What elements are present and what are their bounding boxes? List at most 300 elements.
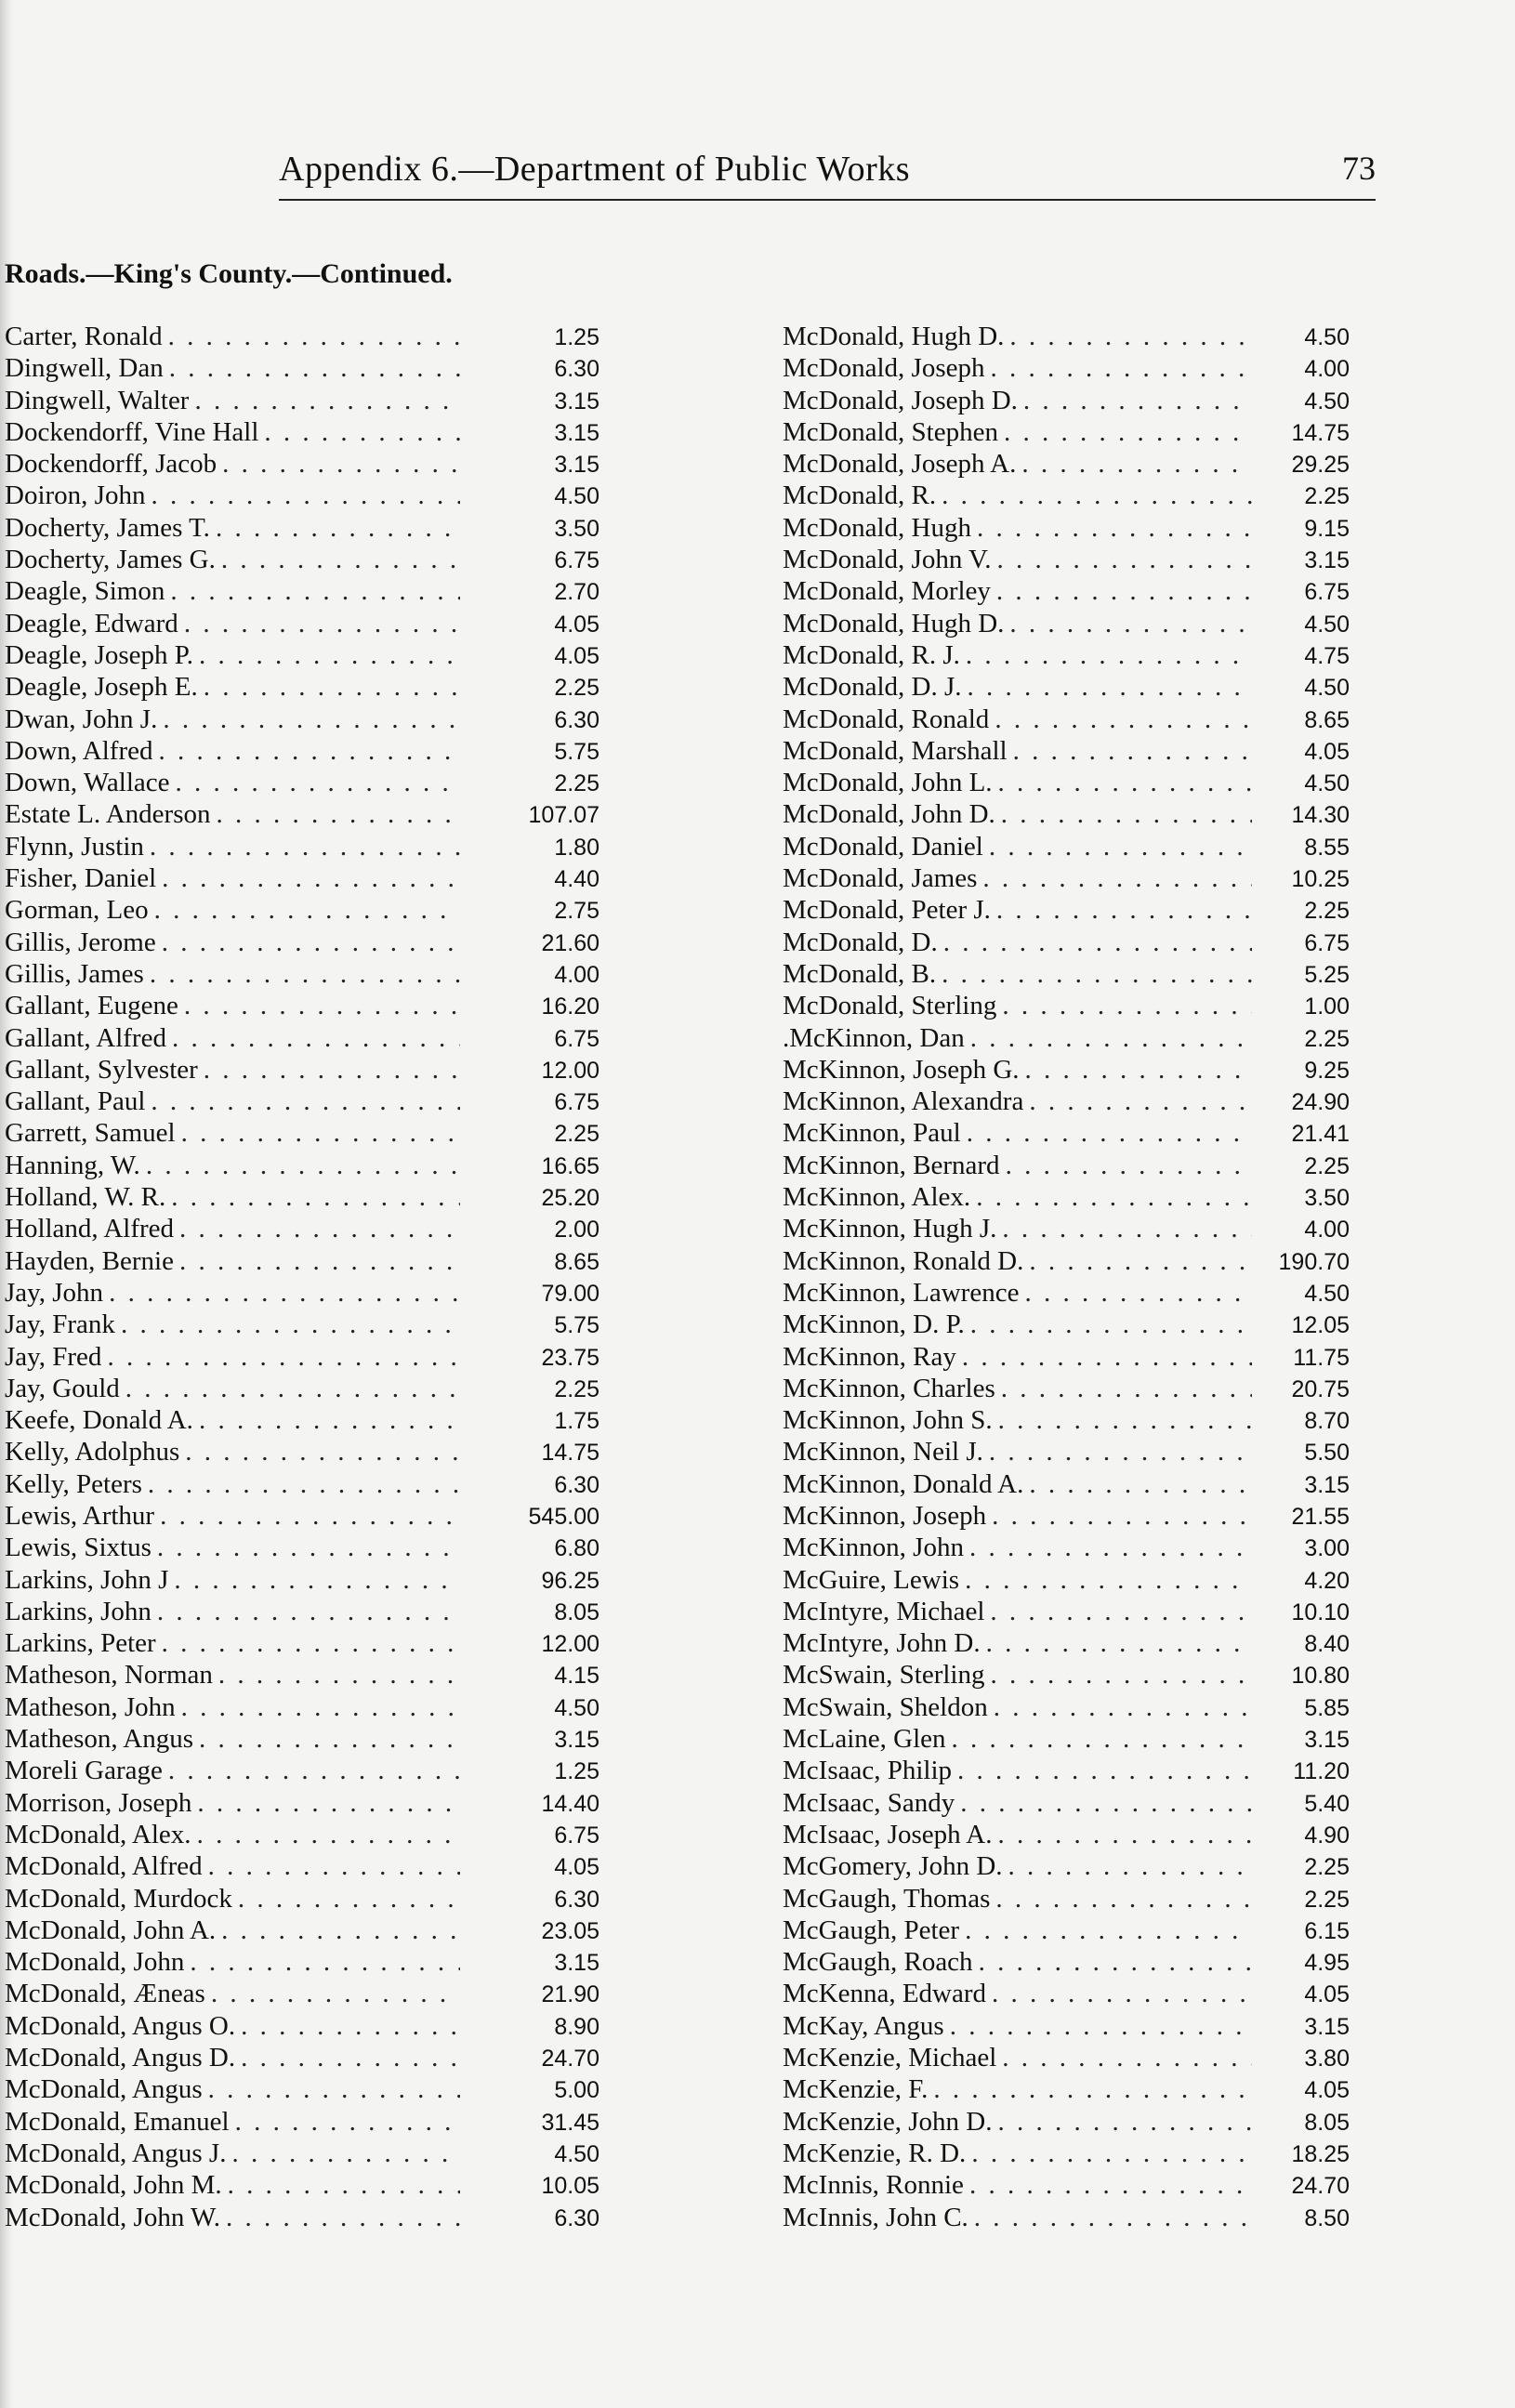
entry-name: Gallant, Eugene <box>5 991 178 1021</box>
entry-amount: 6.75 <box>554 1025 599 1052</box>
dot-leader <box>232 1883 460 1915</box>
entry-label <box>5 1532 460 1563</box>
entry-label <box>783 735 1252 767</box>
list-item <box>5 448 599 480</box>
dot-leader <box>938 927 1252 958</box>
entry-label <box>5 2202 460 2233</box>
entry-amount: 8.05 <box>554 1599 599 1625</box>
entry-name: McKenzie, Michael <box>783 2043 997 2073</box>
dot-leader <box>992 544 1253 575</box>
list-item <box>5 1086 599 1117</box>
entry-label <box>5 2042 460 2073</box>
entry-amount: 1.00 <box>1304 993 1350 1020</box>
entry-label <box>783 544 1252 575</box>
dot-leader <box>198 1054 460 1086</box>
entry-label <box>5 1436 460 1467</box>
dot-leader <box>115 1309 460 1340</box>
entry-label <box>783 1532 1252 1563</box>
dot-leader <box>193 1723 460 1755</box>
entry-amount: 107.07 <box>528 802 599 829</box>
entry-amount: 5.50 <box>1304 1440 1350 1467</box>
dot-leader <box>152 735 460 767</box>
list-item <box>5 2138 599 2169</box>
dot-leader <box>961 1117 1252 1149</box>
entry-name: McInnis, Ronnie <box>783 2170 964 2201</box>
entry-amount: 14.30 <box>1291 802 1350 829</box>
dot-leader <box>156 862 460 894</box>
list-item <box>783 2202 1350 2233</box>
entry-label <box>5 1309 460 1340</box>
entry-label <box>783 831 1252 862</box>
list-item <box>783 1755 1350 1786</box>
entry-amount: 8.65 <box>554 1248 599 1275</box>
dot-leader <box>179 1436 460 1467</box>
list-item <box>783 2106 1350 2138</box>
entry-label <box>783 1787 1252 1819</box>
entry-label <box>5 608 460 639</box>
entry-name: McDonald, Joseph <box>783 353 985 384</box>
dot-leader <box>164 352 460 384</box>
dot-leader <box>157 704 460 735</box>
entry-amount: 4.50 <box>1304 1280 1350 1307</box>
entry-amount: 16.65 <box>541 1152 599 1179</box>
list-item <box>783 1787 1350 1819</box>
entry-amount: 6.75 <box>554 1822 599 1849</box>
entry-name: Gorman, Leo <box>5 895 149 926</box>
entry-name: McGaugh, Thomas <box>783 1883 991 1914</box>
entry-label <box>5 416 460 448</box>
entry-label <box>783 862 1252 894</box>
entry-label <box>5 767 460 798</box>
dot-leader <box>156 1627 460 1659</box>
entry-name: McDonald, John W. <box>5 2202 220 2232</box>
entry-amount: 24.70 <box>541 2046 599 2072</box>
entry-label <box>783 1309 1252 1340</box>
entry-amount: 8.55 <box>1304 834 1350 861</box>
list-item <box>5 958 599 990</box>
entry-label <box>5 2073 460 2105</box>
entry-label <box>783 1819 1252 1850</box>
entry-name: Larkins, Peter <box>5 1628 156 1659</box>
entry-amount: 21.60 <box>541 929 599 956</box>
entry-name: McGaugh, Peter <box>783 1915 960 1945</box>
entry-name: Gallant, Sylvester <box>5 1054 198 1085</box>
dot-leader <box>203 2073 460 2105</box>
entry-name: McKinnon, Ronald D. <box>783 1245 1024 1276</box>
entry-name: McKenna, Edward <box>783 1979 987 2009</box>
dot-leader <box>991 575 1252 607</box>
dot-leader <box>928 2073 1252 2105</box>
list-item <box>5 1596 599 1627</box>
entry-label <box>783 1181 1252 1213</box>
entry-amount: 3.80 <box>1304 2046 1350 2072</box>
dot-leader <box>988 1691 1252 1723</box>
list-item <box>783 1883 1350 1915</box>
entry-amount: 25.20 <box>541 1185 599 1212</box>
dot-leader <box>163 1755 460 1786</box>
dot-leader <box>993 1819 1252 1850</box>
dot-leader <box>936 480 1252 511</box>
entry-label <box>5 990 460 1021</box>
list-item <box>5 1915 599 1946</box>
dot-leader <box>120 1373 460 1404</box>
list-item <box>5 1373 599 1404</box>
entry-amount: 29.25 <box>1291 452 1350 479</box>
entry-name: Down, Wallace <box>5 768 170 798</box>
entry-name: McKay, Angus <box>783 2010 944 2041</box>
entry-amount: 79.00 <box>541 1280 599 1307</box>
list-item <box>5 1213 599 1244</box>
list-item <box>783 990 1350 1021</box>
dot-leader <box>998 416 1252 448</box>
entry-label <box>783 704 1252 735</box>
entry-amount: 3.15 <box>554 452 599 479</box>
list-item <box>783 608 1350 639</box>
entry-label <box>783 1659 1252 1691</box>
list-item <box>5 1723 599 1755</box>
dot-leader <box>217 448 460 480</box>
entry-label <box>783 1373 1252 1404</box>
entry-amount: 4.00 <box>1304 356 1350 383</box>
entry-label <box>5 1755 460 1786</box>
list-item <box>5 1691 599 1723</box>
entry-amount: 6.15 <box>1304 1917 1350 1944</box>
entry-name: Gillis, Jerome <box>5 927 156 957</box>
list-item <box>783 894 1350 926</box>
entry-name: McDonald, John A. <box>5 1915 217 1945</box>
entry-name: Hayden, Bernie <box>5 1245 174 1276</box>
dot-leader <box>220 2202 460 2233</box>
entry-label <box>783 2169 1252 2201</box>
entry-label <box>5 1117 460 1149</box>
dot-leader <box>995 798 1252 830</box>
list-item <box>5 831 599 862</box>
entry-name: McDonald, John L. <box>783 768 993 798</box>
entry-label <box>5 1723 460 1755</box>
entry-label <box>5 1277 460 1309</box>
entry-amount: 5.85 <box>1304 1694 1350 1721</box>
entry-name: McDonald, John D. <box>783 799 995 830</box>
entry-label <box>783 2106 1252 2138</box>
entry-name: McKinnon, Lawrence <box>783 1277 1020 1308</box>
list-item <box>783 1117 1350 1149</box>
entry-label <box>783 1213 1252 1244</box>
entry-amount: 4.50 <box>1304 324 1350 350</box>
entry-amount: 6.30 <box>554 2204 599 2231</box>
dot-leader <box>1023 1468 1252 1500</box>
dot-leader <box>985 1659 1253 1691</box>
list-item <box>783 1022 1350 1054</box>
dot-leader <box>103 1277 460 1309</box>
entry-label <box>5 1500 460 1532</box>
entry-amount: 9.15 <box>1304 515 1350 542</box>
dot-leader <box>1018 385 1252 416</box>
entry-label <box>5 1086 460 1117</box>
list-item <box>5 608 599 639</box>
entry-amount: 545.00 <box>528 1503 599 1530</box>
entry-label <box>783 1054 1252 1086</box>
dot-leader <box>205 1978 460 2009</box>
list-item <box>5 639 599 671</box>
entry-amount: 4.05 <box>554 1854 599 1881</box>
entry-name: Docherty, James T. <box>5 512 210 543</box>
list-item <box>5 1978 599 2009</box>
entry-amount: 6.30 <box>554 356 599 383</box>
entry-amount: 4.50 <box>554 483 599 510</box>
entry-label <box>5 1022 460 1054</box>
entry-name: McIsaac, Philip <box>783 1756 953 1786</box>
list-item <box>5 1277 599 1309</box>
entry-label <box>5 831 460 862</box>
entry-name: McKinnon, Joseph G. <box>783 1054 1020 1085</box>
list-item <box>5 927 599 958</box>
entry-amount: 3.15 <box>1304 1727 1350 1754</box>
entry-label <box>783 1404 1252 1436</box>
list-item <box>783 1213 1350 1244</box>
entry-name: Hanning, W. <box>5 1150 140 1180</box>
list-item <box>5 480 599 511</box>
entry-label <box>783 767 1252 798</box>
list-item <box>5 1245 599 1277</box>
list-item <box>5 544 599 575</box>
entry-name: Dingwell, Walter <box>5 385 190 415</box>
entry-amount: 20.75 <box>1291 1375 1350 1402</box>
entry-label <box>5 1564 460 1596</box>
dot-leader <box>170 767 460 798</box>
entry-name: McDonald, Murdock <box>5 1883 232 1914</box>
list-item <box>5 1500 599 1532</box>
entry-label <box>5 1150 460 1181</box>
list-item <box>783 1181 1350 1213</box>
entry-name: Deagle, Edward <box>5 608 178 638</box>
entry-name: McDonald, John M. <box>5 2170 222 2201</box>
entry-name: Morrison, Joseph <box>5 1787 192 1818</box>
list-item <box>783 2010 1350 2042</box>
entry-amount: 4.05 <box>554 642 599 669</box>
dot-leader <box>981 1627 1252 1659</box>
entry-label <box>783 352 1252 384</box>
entry-name: Flynn, Justin <box>5 831 144 862</box>
entry-amount: 2.25 <box>1304 1025 1350 1052</box>
dot-leader <box>210 798 460 830</box>
entry-amount: 2.25 <box>554 1375 599 1402</box>
entry-amount: 10.10 <box>1291 1599 1350 1625</box>
dot-leader <box>983 1436 1252 1467</box>
entry-name: Kelly, Peters <box>5 1468 142 1499</box>
dot-leader <box>149 894 460 926</box>
entry-name: McKinnon, Alex. <box>783 1182 971 1213</box>
list-item <box>5 352 599 384</box>
entry-name: McGomery, John D. <box>783 1851 1003 1882</box>
entry-name: Fisher, Daniel <box>5 863 157 894</box>
list-item <box>5 1436 599 1467</box>
entry-name: McKinnon, Ray <box>783 1341 956 1372</box>
list-item <box>5 1022 599 1054</box>
entry-name: Deagle, Joseph E. <box>5 672 198 703</box>
entry-amount: 3.00 <box>1304 1535 1350 1562</box>
entry-amount: 3.15 <box>1304 2013 1350 2040</box>
dot-leader <box>1000 1150 1252 1181</box>
dot-leader <box>1019 1277 1252 1309</box>
entry-label <box>5 735 460 767</box>
dot-leader <box>955 1787 1252 1819</box>
entry-label <box>783 1978 1252 2009</box>
entry-label <box>783 2138 1252 2169</box>
list-item <box>783 1086 1350 1117</box>
entry-name: McDonald, R. <box>783 480 937 511</box>
list-item <box>5 1627 599 1659</box>
dot-leader <box>996 990 1252 1021</box>
entry-amount: 8.90 <box>554 2013 599 2040</box>
page-number: 73 <box>1342 150 1376 187</box>
entry-amount: 4.90 <box>1304 1822 1350 1849</box>
entry-label <box>5 862 460 894</box>
entry-name: McDonald, Ronald <box>783 704 990 734</box>
list-item <box>5 1883 599 1915</box>
dot-leader <box>156 927 460 958</box>
entry-amount: 24.70 <box>1291 2173 1350 2200</box>
list-item <box>783 798 1350 830</box>
entry-name: McKinnon, D. P. <box>783 1309 965 1340</box>
entry-name: McDonald, Peter J. <box>783 895 991 926</box>
list-item <box>783 639 1350 671</box>
entry-label <box>783 990 1252 1021</box>
entry-name: McDonald, B. <box>783 958 937 989</box>
dot-leader <box>986 1978 1252 2009</box>
entry-name: Lewis, Sixtus <box>5 1533 152 1563</box>
entry-label <box>783 1086 1252 1117</box>
entry-amount: 21.41 <box>1291 1121 1350 1148</box>
dot-leader <box>235 2010 460 2042</box>
list-item <box>5 1054 599 1086</box>
dot-leader <box>258 416 460 448</box>
entry-label <box>5 1946 460 1978</box>
entry-label <box>5 1691 460 1723</box>
entry-amount: 3.15 <box>554 1727 599 1754</box>
left-column <box>5 321 599 2233</box>
entry-label <box>783 2073 1252 2105</box>
entry-name: McDonald, Angus O. <box>5 2010 236 2041</box>
entry-amount: 14.75 <box>541 1440 599 1467</box>
entry-amount: 1.25 <box>554 324 599 350</box>
entry-label <box>5 639 460 671</box>
entry-amount: 3.50 <box>554 515 599 542</box>
list-item <box>5 990 599 1021</box>
dot-leader <box>964 2169 1252 2201</box>
entry-name: McIsaac, Sandy <box>783 1787 955 1818</box>
list-item <box>783 1819 1350 1850</box>
list-item <box>783 2073 1350 2105</box>
dot-leader <box>226 2138 460 2169</box>
list-item <box>5 1755 599 1786</box>
entry-amount: 6.30 <box>554 706 599 733</box>
list-item <box>5 798 599 830</box>
entry-label <box>783 512 1252 544</box>
entry-name: McDonald, John <box>5 1947 185 1978</box>
entry-amount: 4.00 <box>554 961 599 988</box>
entry-name: Gallant, Paul <box>5 1086 146 1117</box>
entry-label <box>5 798 460 830</box>
entry-amount: 21.90 <box>541 1981 599 2008</box>
list-item <box>783 544 1350 575</box>
entry-amount: 14.75 <box>1291 419 1350 446</box>
dot-leader <box>970 1181 1252 1213</box>
entry-label <box>5 2169 460 2201</box>
dot-leader <box>1023 1086 1252 1117</box>
list-item <box>5 894 599 926</box>
entry-amount: 8.05 <box>1304 2109 1350 2136</box>
entry-amount: 16.20 <box>541 993 599 1020</box>
list-item <box>5 1819 599 1850</box>
dot-leader <box>216 544 460 575</box>
entry-label <box>783 608 1252 639</box>
list-item <box>783 416 1350 448</box>
entry-name: McKinnon, Hugh J. <box>783 1214 997 1244</box>
entry-label <box>5 1819 460 1850</box>
entry-label <box>5 2010 460 2042</box>
entry-label <box>783 321 1252 352</box>
entry-label <box>783 1946 1252 1978</box>
dot-leader <box>152 1532 460 1563</box>
entry-amount: 4.50 <box>1304 770 1350 797</box>
dot-leader <box>101 1341 460 1373</box>
entry-name: Gallant, Alfred <box>5 1022 166 1053</box>
dot-leader <box>230 2106 460 2138</box>
entry-label <box>783 798 1252 830</box>
entry-label <box>5 544 460 575</box>
entry-label <box>783 2010 1252 2042</box>
entry-name: McKinnon, Charles <box>783 1373 995 1403</box>
entry-amount: 2.00 <box>554 1217 599 1243</box>
entry-name: Holland, Alfred <box>5 1214 175 1244</box>
entry-amount: 12.05 <box>1291 1312 1350 1339</box>
entry-name: McDonald, D. J. <box>783 672 962 703</box>
entry-label <box>783 1022 1252 1054</box>
entry-name: Jay, John <box>5 1277 104 1308</box>
entry-name: McDonald, Stephen <box>783 416 998 447</box>
entry-label <box>783 1468 1252 1500</box>
list-item <box>783 767 1350 798</box>
entry-name: McKenzie, John D. <box>783 2106 993 2137</box>
list-item <box>5 1150 599 1181</box>
entry-name: Down, Alfred <box>5 735 153 766</box>
page-title: Appendix 6.—Department of Public Works <box>279 150 911 189</box>
list-item <box>5 416 599 448</box>
entry-amount: 1.25 <box>554 1758 599 1785</box>
dot-leader <box>983 831 1252 862</box>
list-item <box>5 2106 599 2138</box>
entry-name: McKinnon, Neil J. <box>783 1437 983 1467</box>
entry-label <box>5 1787 460 1819</box>
entry-amount: 2.25 <box>1304 898 1350 925</box>
list-item <box>783 2138 1350 2169</box>
entry-amount: 1.75 <box>554 1408 599 1435</box>
entry-name: McDonald, Morley <box>783 576 991 607</box>
entry-name: McDonald, Angus <box>5 2074 203 2105</box>
dot-leader <box>966 2138 1252 2169</box>
entry-label <box>5 1850 460 1882</box>
entry-amount: 6.75 <box>554 547 599 574</box>
dot-leader <box>142 1468 460 1500</box>
entry-amount: 4.00 <box>1304 1217 1350 1243</box>
entry-amount: 5.40 <box>1304 1790 1350 1817</box>
entry-label <box>5 2106 460 2138</box>
entry-name: McDonald, Angus D. <box>5 2043 236 2073</box>
dot-leader <box>213 1659 460 1691</box>
entry-amount: 4.50 <box>1304 611 1350 638</box>
list-item <box>5 1787 599 1819</box>
entry-label <box>5 927 460 958</box>
